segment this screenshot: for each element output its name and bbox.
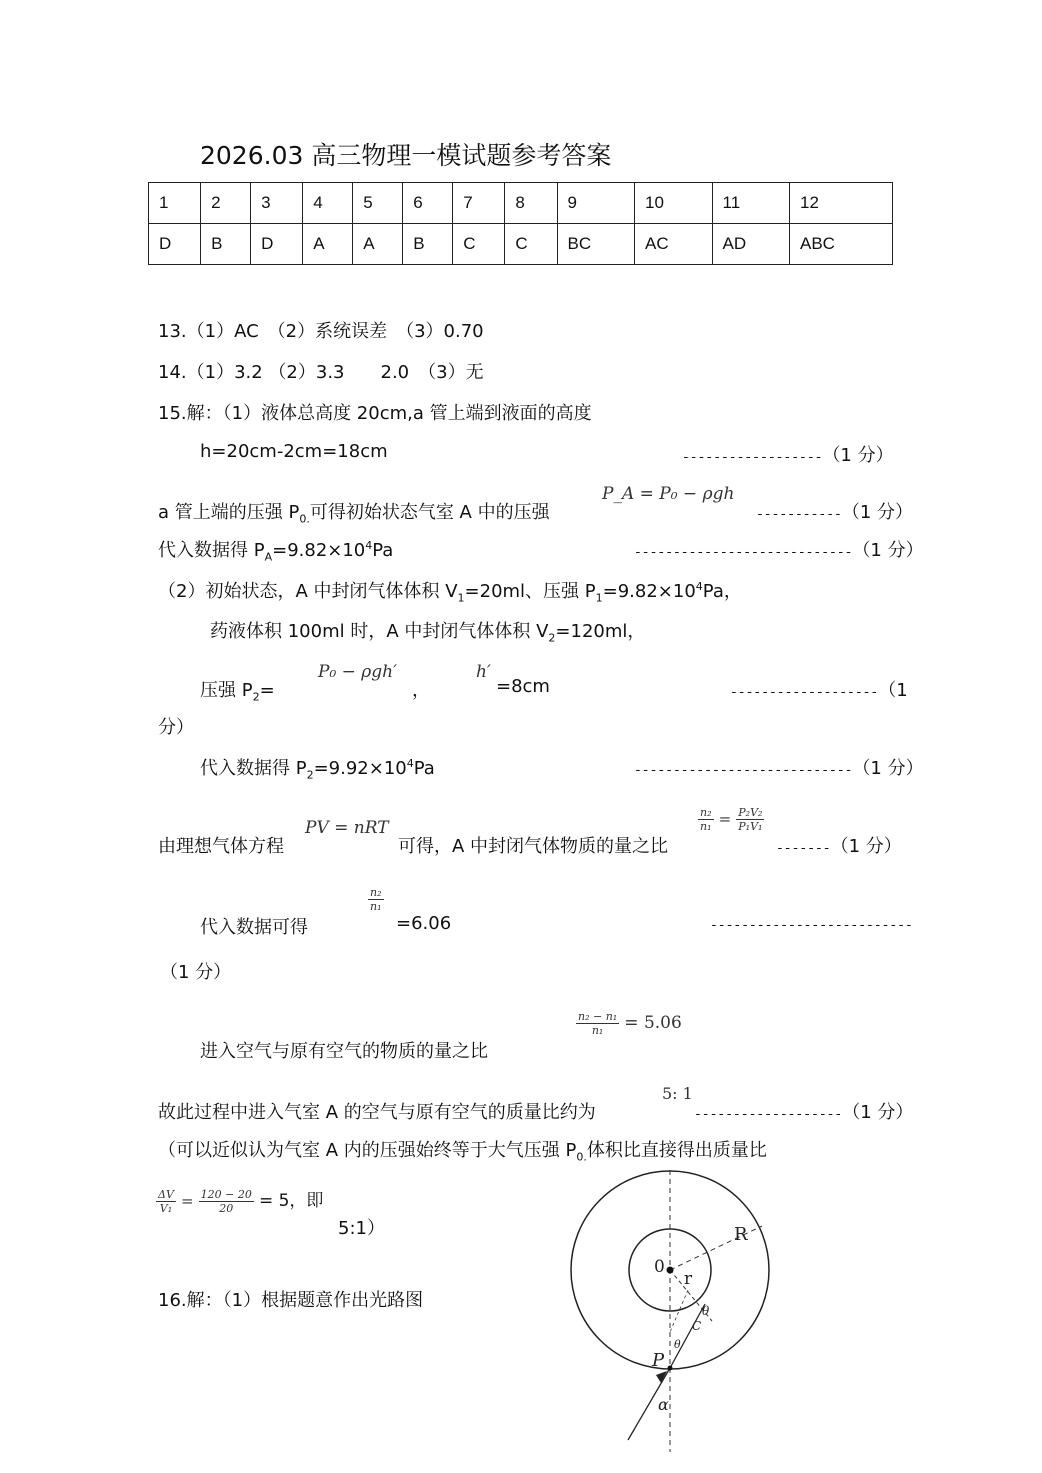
fraction [199,1188,254,1215]
enter-text: 进入空气与原有空气的物质的量之比 [200,1041,488,1062]
v2-line [210,617,645,645]
fraction-den: n₁ [700,820,712,833]
p2-value-num: =9.92×10 [313,758,407,779]
label-theta-small: θ [702,1304,710,1318]
part2-text-d: Pa， [702,581,742,602]
p2-label-text: 压强 P [200,680,253,701]
table-cell: 11 [712,183,790,224]
score: （1 分） [830,836,902,857]
fraction-den: P₁V₁ [738,820,763,833]
table-cell: C [453,224,505,265]
p2-formula: P₀ − ρgh′ [318,662,397,682]
label-O: 0 [654,1257,665,1277]
fraction-num: P₂V₂ [738,806,763,819]
table-cell: A [303,224,353,265]
p0-sub: 0. [576,1150,587,1164]
score-line [756,498,913,524]
pa-text: a 管上端的压强 P [158,502,300,523]
optical-path-diagram [560,1170,780,1455]
ideal-formula: PV = nRT [305,818,389,838]
table-cell: D [251,224,303,265]
exp-4: 4 [695,580,703,593]
label-theta: θ [674,1338,681,1351]
q13-answer: 13.（1）AC （2）系统误差 （3）0.70 [158,321,484,342]
p2-label [200,676,275,704]
table-cell: 6 [403,183,453,224]
table-cell: AC [635,224,713,265]
table-cell: B [403,224,453,265]
fraction-num: n₂ [700,806,712,819]
dash-leader: -------------------------- [710,918,913,933]
q15-intro: 15.解：（1）液体总高度 20cm,a 管上端到液面的高度 [158,403,592,424]
center-point [667,1267,674,1274]
fraction [576,1010,619,1037]
answer-table [148,182,893,265]
q14-answer: 14.（1）3.2 （2）3.3 2.0 （3）无 [158,362,484,383]
part2-text-b: =20ml、压强 P [464,581,596,602]
fraction-den: n₁ [370,900,382,913]
fraction [698,806,714,833]
part2-text-c: =9.82×10 [602,581,696,602]
score-open: （1 [878,680,908,701]
table-cell: D [149,224,201,265]
fraction-num: 120 − 20 [200,1188,252,1201]
fraction-den: 20 [219,1202,234,1215]
table-cell: B [201,224,251,265]
table-row [149,183,893,224]
score-line [776,832,902,858]
pa-value-sub: A [264,550,273,564]
sub-result-fraction [368,886,384,913]
v2-text-b: =120ml， [555,621,646,642]
score-line [694,1098,913,1124]
fraction-num: ΔV [158,1188,174,1201]
p2-value-text: 代入数据得 P [200,758,307,779]
q15-pa-line [158,498,550,526]
table-cell: 5 [353,183,403,224]
sub-2: 2 [252,690,260,704]
enter-value: = 5.06 [624,1013,682,1033]
h-prime: h′ [476,662,491,682]
score: （1 分） [842,1102,914,1123]
score-close: 分） [158,717,194,738]
dv-ratio: 5:1） [338,1218,385,1239]
fraction-den: V₁ [159,1202,173,1215]
p2-value-unit: Pa [413,758,435,779]
table-cell: AD [712,224,790,265]
fraction [368,886,384,913]
table-cell: 2 [201,183,251,224]
dv-value: = 5，即 [258,1191,324,1211]
fraction [156,1188,176,1215]
q15-h-line: h=20cm-2cm=18cm [200,441,388,462]
p2-value-line [200,754,435,782]
score: （1 分） [852,540,924,561]
sub-result-text: 代入数据可得 [200,917,308,938]
dash-leader: ------------------- [694,1107,843,1122]
approx-text: （可以近似认为气室 A 内的压强始终等于大气压强 P [158,1140,577,1161]
score-line [730,676,908,702]
table-cell: ABC [790,224,893,265]
score: （1 分） [160,962,232,983]
label-R: R [734,1224,748,1245]
comma: ， [412,680,430,701]
point-P [668,1366,673,1371]
label-alpha: α [658,1395,669,1414]
score-line [634,536,924,562]
label-r: r [684,1269,693,1289]
table-cell: BC [557,224,635,265]
dash-leader: ---------------------------- [634,763,853,778]
v2-text: 药液体积 100ml 时，A 中封闭气体体积 V [210,621,549,642]
label-P: P [652,1350,665,1371]
dash-leader: ------------------- [730,685,879,700]
ideal-gas-text: 由理想气体方程 [158,836,284,857]
ratio-fraction: $\frac{\text{n₂}}{\text{n₁}}$ = $\frac{\text{P₂V₂}}{\text{P₁V₁}}$ [700,806,763,833]
table-cell: 1 [149,183,201,224]
exp-4: 4 [406,757,414,770]
score-line [682,441,894,467]
label-C: C [692,1319,702,1333]
q16-intro: 16.解：（1）根据题意作出光路图 [158,1290,424,1311]
h-prime-value: =8cm [496,676,550,697]
radius-R [670,1226,762,1270]
pa-value-line [158,536,393,564]
approx-line [158,1136,767,1164]
part2-line [158,577,742,605]
approx-text-b: 体积比直接得出质量比 [586,1140,767,1161]
table-cell: 8 [505,183,557,224]
table-cell: A [353,224,403,265]
page-title: 2026.03 高三物理一模试题参考答案 [200,141,612,170]
fraction-num: n₂ − n₁ [578,1010,618,1023]
table-cell: 10 [635,183,713,224]
mass-ratio-value: 5: 1 [662,1084,693,1103]
pa-value-exp: 4 [365,539,373,552]
mass-ratio-text: 故此过程中进入气室 A 的空气与原有空气的质量比约为 [158,1102,596,1123]
table-cell: 9 [557,183,635,224]
table-cell: C [505,224,557,265]
pa-value-unit: Pa [372,540,394,561]
sub-2: 2 [306,768,314,782]
fraction [736,806,764,833]
sub-result-value: =6.06 [396,913,452,934]
dash-leader: ---------------------------- [634,545,853,560]
dash-leader [710,913,913,934]
refracted-ray [670,1304,705,1368]
table-cell: 4 [303,183,353,224]
fraction-den: n₁ [591,1024,604,1037]
fraction-num: n₂ [370,886,382,899]
pa-text2: 可得初始状态气室 A 中的压强 [309,502,550,523]
dash-leader: ------- [776,841,831,856]
dv-formula: $\frac{\Delta V}{\text{V₁}}$ = $\frac{120 - 20}{20}$ = 5，即 [158,1188,324,1215]
ideal-gas-text-b: 可得，A 中封闭气体物质的量之比 [398,836,669,857]
score: （1 分） [852,758,924,779]
pa-value-num: =9.82×10 [272,540,366,561]
score-line [634,754,924,780]
pa-formula: P_A = P₀ − ρgh [602,484,735,504]
score: （1 分） [822,445,894,466]
dash-leader: ----------- [756,507,842,522]
sub-2: 2 [548,631,556,645]
part2-text: （2）初始状态，A 中封闭气体体积 V [158,581,458,602]
pa-sub: 0. [299,512,310,526]
table-cell: 7 [453,183,505,224]
score: （1 分） [841,502,914,523]
table-row [149,224,893,265]
pa-value-text: 代入数据得 P [158,540,265,561]
sub-1: 1 [457,591,465,605]
p2-label-eq: = [259,680,275,701]
sub-1: 1 [595,591,603,605]
table-cell: 3 [251,183,303,224]
table-cell: 12 [790,183,893,224]
enter-fraction [576,1010,682,1037]
dash-leader: ------------------ [682,450,823,465]
